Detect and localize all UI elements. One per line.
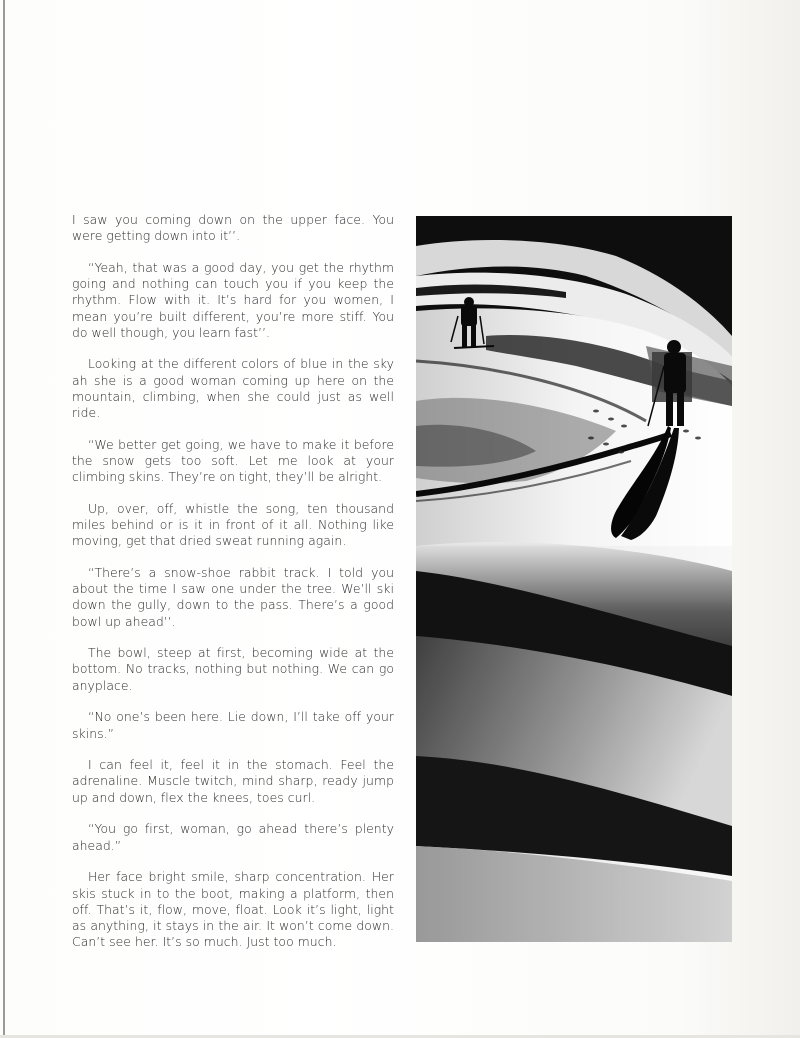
article-text-column — [72, 212, 394, 966]
paragraph: I can feel it, feel it in the stomach. Feel the adrenaline. Muscle twitch, mind sharp, ready jump up and down, flex the knees, toes curl. — [72, 757, 394, 805]
paragraph: “Yeah, that was a good day, you get the rhythm going and nothing can touch you if you keep the rhythm. Flow with it. It’s hard for you women, I mean you’re built different, you’re more stiff. You do well though, you learn fast’’. — [72, 259, 394, 340]
paragraph: “You go first, woman, go ahead there’s plenty ahead.” — [72, 821, 394, 853]
paragraph: Looking at the different colors of blue in the sky ah she is a good woman coming up here on the mountain, climbing, when she could just as well ride. — [72, 356, 394, 421]
paragraph: Up, over, off, whistle the song, ten thousand miles behind or is it in front of it all. Nothing like moving, get that dried sweat running again. — [72, 500, 394, 549]
paragraph: Her face bright smile, sharp concentration. Her skis stuck in to the boot, making a platform, then off. That’s it, flow, move, float. Look it’s light, light as anything, it stays in the air. It won’t come down. Can’t see her. It’s so much. Just too much. — [72, 869, 394, 950]
paragraph: “No one’s been here. Lie down, I’ll take off your skins.” — [72, 709, 394, 741]
paragraph: “There’s a snow-shoe rabbit track. I told you about the time I saw one under the tree. We’ll ski down the gully, down to the pass. There’s a good bowl up ahead’’. — [72, 564, 394, 629]
ski-touring-photo — [416, 216, 732, 942]
paragraph: “We better get going, we have to make it before the snow gets too soft. Let me look at your climbing skins. They’re on tight, they’ll be alright. — [72, 436, 394, 485]
paragraph: The bowl, steep at first, becoming wide at the bottom. No tracks, nothing but nothing. We can go anyplace. — [72, 645, 394, 693]
paragraph: I saw you coming down on the upper face. You were getting down into it’’. — [72, 212, 394, 244]
page-binding-edge — [3, 0, 5, 1038]
